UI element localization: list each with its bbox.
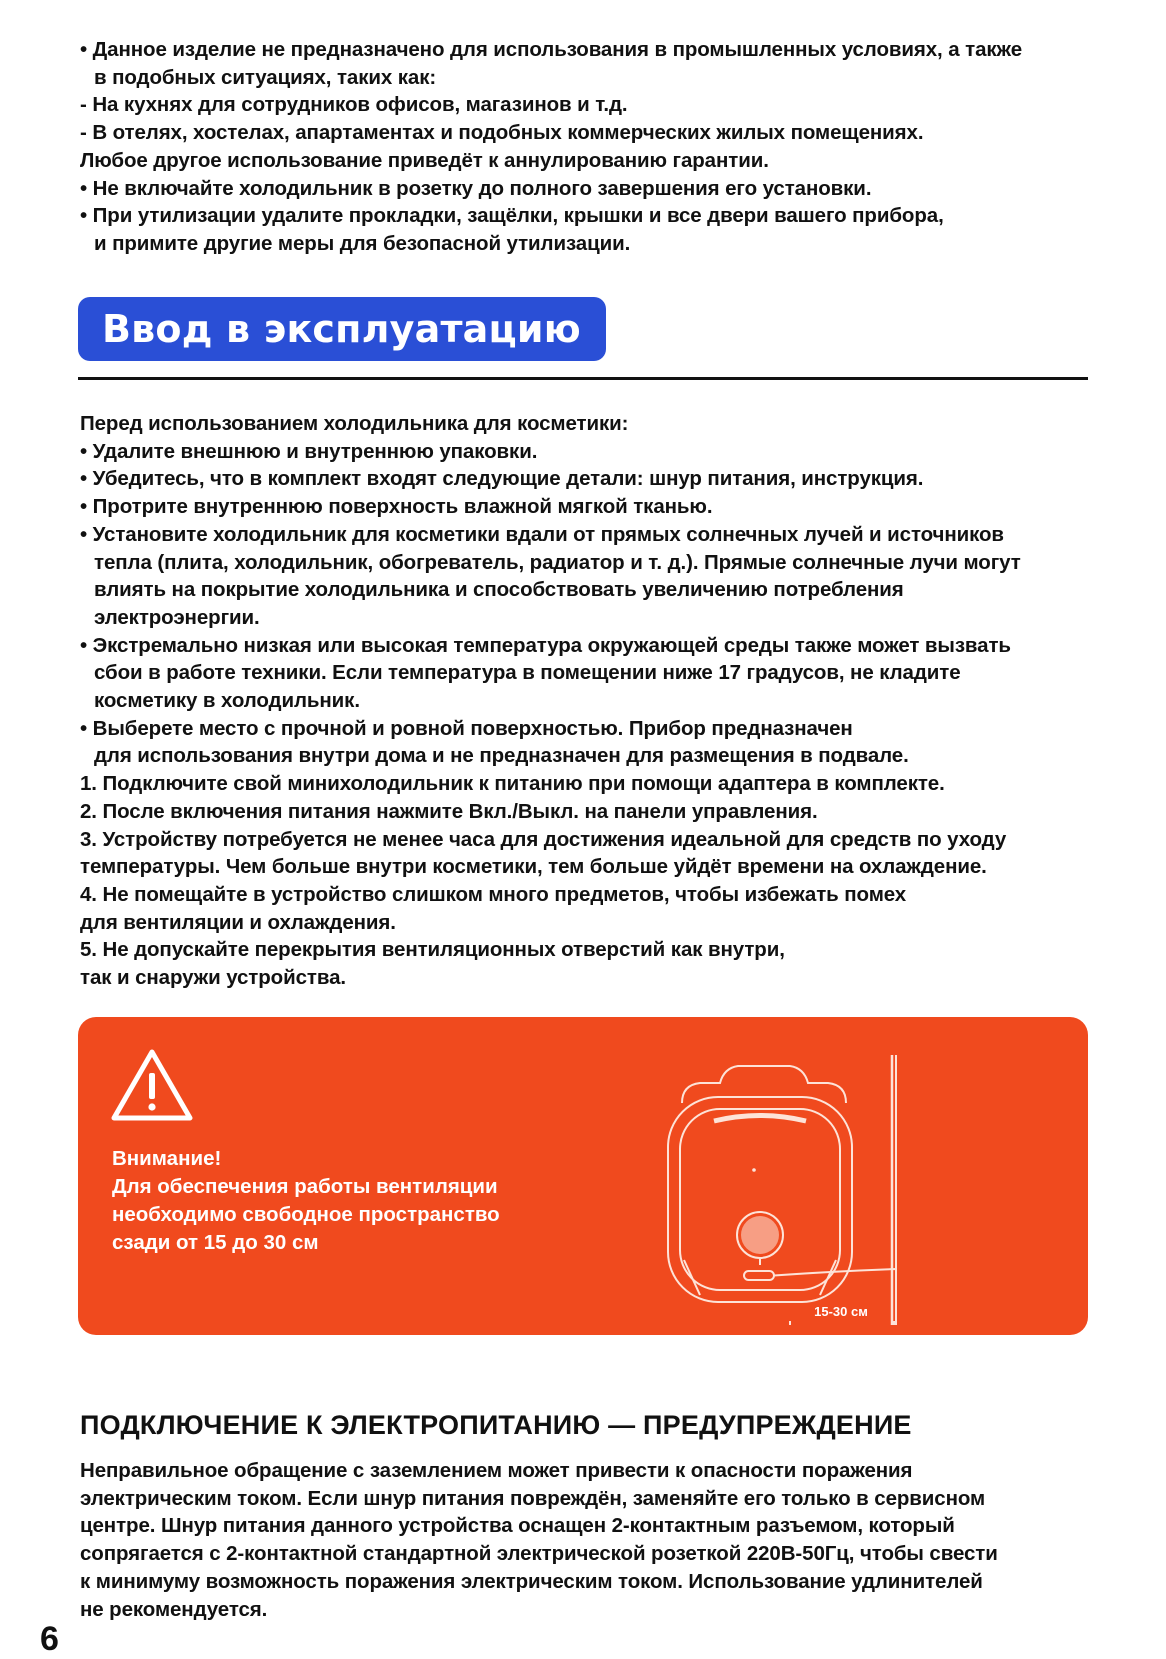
fridge-power-plug — [744, 1271, 774, 1280]
text-line: - На кухнях для сотрудников офисов, магазинов и т.д. — [80, 93, 628, 117]
text-line: Перед использованием холодильника для косметики: — [80, 412, 629, 435]
setup-instructions — [80, 410, 1021, 992]
warning-line: сзади от 15 до 30 см — [112, 1231, 319, 1254]
text-line: в подобных ситуациях, таких как: — [94, 65, 437, 89]
text-line: 2. После включения питания нажмите Вкл./Выкл. на панели управления. — [80, 799, 818, 823]
text-line: для использования внутри дома и не предназначен для размещения в подвале. — [94, 744, 909, 768]
warning-title: Внимание! — [112, 1147, 222, 1170]
section-divider — [78, 377, 1088, 380]
text-line: тепла (плита, холодильник, обогреватель, радиатор и т. д.). Прямые солнечные лучи могут — [94, 550, 1021, 574]
text-line: 5. Не допускайте перекрытия вентиляционных отверстий как внутри, — [80, 938, 785, 962]
text-line: и примите другие меры для безопасной утилизации. — [94, 231, 631, 255]
warning-text — [112, 1145, 500, 1257]
text-line: • Установите холодильник для косметики вдали от прямых солнечных лучей и источников — [80, 522, 1004, 546]
text-line: сбои в работе техники. Если температура в помещении ниже 17 градусов, не кладите — [94, 661, 961, 685]
text-line: центре. Шнур питания данного устройства оснащен 2-контактным разъемом, который — [80, 1514, 955, 1538]
fridge-top-vent — [714, 1116, 806, 1122]
text-line: сопрягается с 2-контактной стандартной электрической розеткой 220В-50Гц, чтобы свести — [80, 1542, 998, 1566]
ventilation-warning-box — [78, 1017, 1088, 1335]
text-line: - В отелях, хостелах, апартаментах и подобных коммерческих жилых помещениях. — [80, 121, 924, 145]
text-line: • Удалите внешнюю и внутреннюю упаковки. — [80, 439, 538, 463]
warning-line: необходимо свободное пространство — [112, 1203, 500, 1226]
text-line: 3. Устройству потребуется не менее часа для достижения идеальной для средств по уходу — [80, 827, 1007, 851]
text-line: • Убедитесь, что в комплект входят следующие детали: шнур питания, инструкция. — [80, 467, 924, 491]
text-line: • При утилизации удалите прокладки, защёлки, крышки и все двери вашего прибора, — [80, 204, 944, 228]
text-line: Любое другое использование приведёт к аннулированию гарантии. — [80, 148, 769, 172]
text-line: • Выберете место с прочной и ровной поверхностью. Прибор предназначен — [80, 716, 853, 740]
text-line: • Экстремально низкая или высокая температура окружающей среды также может вызвать — [80, 633, 1011, 657]
warning-line: Для обеспечения работы вентиляции — [112, 1175, 498, 1198]
text-line: не рекомендуется. — [80, 1597, 268, 1621]
page-number: 6 — [40, 1620, 59, 1658]
distance-label: 15-30 см — [814, 1304, 868, 1319]
text-line: для вентиляции и охлаждения. — [80, 910, 396, 934]
text-line: 1. Подключите свой минихолодильник к питанию при помощи адаптера в комплекте. — [80, 772, 945, 796]
text-line: электрическим током. Если шнур питания повреждён, заменяйте его только в сервисном — [80, 1486, 986, 1510]
power-warning-text — [80, 1457, 998, 1623]
power-section-heading: ПОДКЛЮЧЕНИЕ К ЭЛЕКТРОПИТАНИЮ — ПРЕДУПРЕЖДЕНИЕ — [80, 1410, 912, 1440]
fridge-clearance-illustration — [638, 1035, 998, 1325]
section-title: Ввод в эксплуатацию — [78, 297, 606, 361]
text-line: к минимуму возможность поражения электрическим током. Использование удлинителей — [80, 1569, 983, 1593]
text-line: 4. Не помещайте в устройство слишком много предметов, чтобы избежать помех — [80, 882, 907, 906]
text-line: • Данное изделие не предназначено для использования в промышленных условиях, а также — [80, 38, 1022, 61]
text-line: так и снаружи устройства. — [80, 966, 346, 990]
text-line: • Не включайте холодильник в розетку до полного завершения его установки. — [80, 176, 872, 200]
text-line: электроэнергии. — [94, 605, 260, 629]
text-line: • Протрите внутреннюю поверхность влажной мягкой тканью. — [80, 495, 713, 519]
text-line: температуры. Чем больше внутри косметики, тем больше уйдёт времени на охлаждение. — [80, 855, 987, 879]
text-line: косметику в холодильник. — [94, 689, 360, 713]
text-line: Неправильное обращение с заземлением может привести к опасности поражения — [80, 1459, 913, 1482]
warning-triangle-icon — [110, 1047, 194, 1123]
text-line: влиять на покрытие холодильника и способствовать увеличению потребления — [94, 578, 904, 602]
top-notes — [80, 36, 1022, 258]
